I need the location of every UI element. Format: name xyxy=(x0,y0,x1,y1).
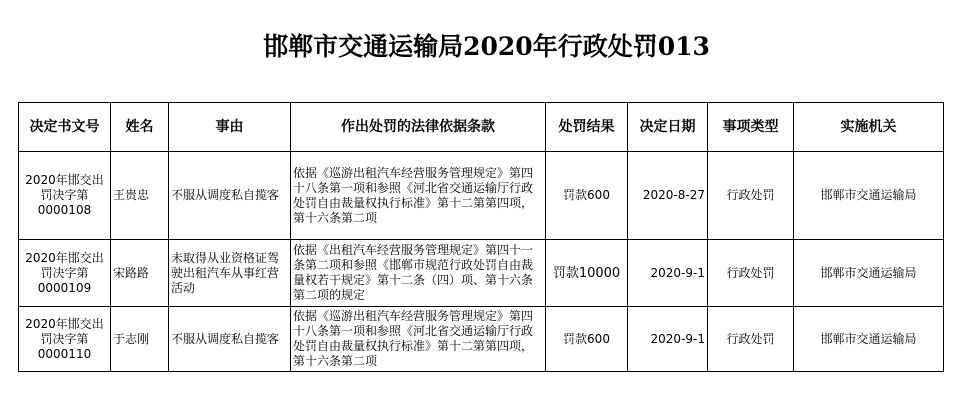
cell-legal-basis: 依据《出租汽车经营服务管理规定》第四十一条第二项和参照《邯郸市规范行政处罚自由裁量权若干规定》第十二条（四）项、第十六条第二项的规定 xyxy=(291,240,546,307)
cell-doc-no: 2020年邯交出罚决字第0000110 xyxy=(19,307,111,372)
cell-legal-basis: 依据《巡游出租汽车经营服务管理规定》第四十八条第一项和参照《河北省交通运输厅行政处罚自由裁量权执行标准》第十二第第四项，第十六条第二项 xyxy=(291,152,546,240)
cell-legal-basis: 依据《巡游出租汽车经营服务管理规定》第四十八条第一项和参照《河北省交通运输厅行政处罚自由裁量权执行标准》第十二第第四项，第十六条第二项 xyxy=(291,307,546,372)
header-doc-no: 决定书文号 xyxy=(19,103,111,152)
header-legal-basis: 作出处罚的法律依据条款 xyxy=(291,103,546,152)
header-agency: 实施机关 xyxy=(794,103,944,152)
page-title: 邯郸市交通运输局2020年行政处罚013 xyxy=(263,32,710,61)
cell-doc-no: 2020年邯交出罚决字第0000109 xyxy=(19,240,111,307)
cell-type: 行政处罚 xyxy=(708,152,794,240)
cell-agency: 邯郸市交通运输局 xyxy=(794,240,944,307)
header-reason: 事由 xyxy=(169,103,291,152)
cell-date: 2020-9-1 xyxy=(628,240,708,307)
table-row xyxy=(19,152,944,240)
cell-result: 罚款10000 xyxy=(546,240,628,307)
header-type: 事项类型 xyxy=(708,103,794,152)
cell-date: 2020-8-27 xyxy=(628,152,708,240)
header-result: 处罚结果 xyxy=(546,103,628,152)
cell-result: 罚款600 xyxy=(546,307,628,372)
cell-result: 罚款600 xyxy=(546,152,628,240)
header-date: 决定日期 xyxy=(628,103,708,152)
cell-type: 行政处罚 xyxy=(708,307,794,372)
table-row xyxy=(19,307,944,372)
cell-agency: 邯郸市交通运输局 xyxy=(794,152,944,240)
table-row xyxy=(19,240,944,307)
cell-name: 宋路路 xyxy=(111,240,169,307)
cell-name: 于志刚 xyxy=(111,307,169,372)
cell-doc-no: 2020年邯交出罚决字第0000108 xyxy=(19,152,111,240)
cell-reason: 未取得从业资格证驾驶出租汽车从事红营活动 xyxy=(169,240,291,307)
cell-type: 行政处罚 xyxy=(708,240,794,307)
cell-reason: 不服从调度私自揽客 xyxy=(169,307,291,372)
penalty-table xyxy=(18,102,944,372)
cell-reason: 不服从调度私自揽客 xyxy=(169,152,291,240)
cell-agency: 邯郸市交通运输局 xyxy=(794,307,944,372)
header-name: 姓名 xyxy=(111,103,169,152)
table-header-row xyxy=(19,103,944,152)
cell-name: 王贵忠 xyxy=(111,152,169,240)
cell-date: 2020-9-1 xyxy=(628,307,708,372)
